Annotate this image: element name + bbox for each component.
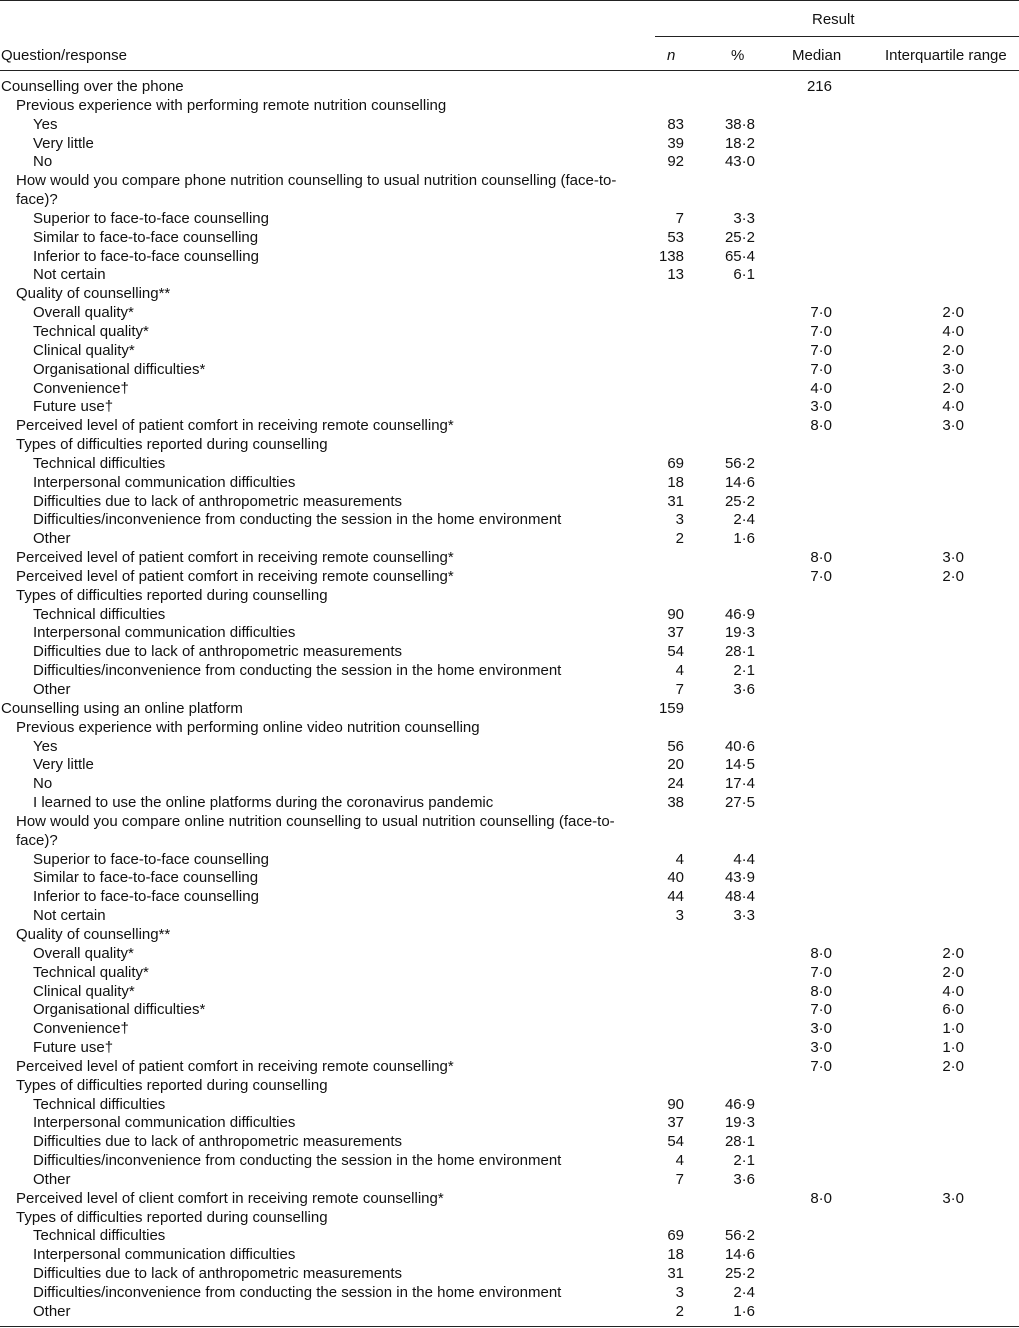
row-median: 7·0 [810,1001,832,1019]
row-label: Not certain [33,907,106,925]
row-label: Difficulties due to lack of anthropometric measurements [33,492,403,510]
row-percent: 28·1 [724,643,755,661]
table-row [0,662,1019,681]
row-percent: 3·3 [733,209,755,227]
table-row [0,97,1019,116]
row-label: Perceived level of client comfort in receiving remote counselling* [16,1189,444,1207]
row-label: Superior to face-to-face counselling [33,850,269,868]
row-n: 83 [667,115,684,133]
row-percent: 43·9 [724,869,755,887]
row-percent: 38·8 [724,115,755,133]
table-row [0,1284,1019,1303]
table-row [0,229,1019,248]
table-row [0,549,1019,568]
row-label: Previous experience with performing online video nutrition counselling [16,718,480,736]
row-iqr: 4·0 [942,398,964,416]
table-row [0,398,1019,417]
row-label: Future use† [33,1039,114,1057]
row-median: 7·0 [810,360,832,378]
table-top-rule [0,0,1019,1]
result-header-rule [655,36,1019,37]
row-label: Technical difficulties [33,605,166,623]
row-n: 2 [675,530,684,548]
row-n: 20 [667,756,684,774]
row-percent: 14·6 [724,473,755,491]
row-label: Perceived level of patient comfort in receiving remote counselling* [16,567,454,585]
row-percent: 56·2 [724,454,755,472]
table-row [0,304,1019,323]
row-percent: 3·6 [733,1170,755,1188]
row-label: Perceived level of patient comfort in receiving remote counselling* [16,1057,454,1075]
row-label: Interpersonal communication difficulties [33,1114,296,1132]
table-row [0,285,1019,304]
row-n: 38 [667,794,684,812]
row-iqr: 2·0 [942,567,964,585]
row-label: Interpersonal communication difficulties [33,624,296,642]
table-row [0,1209,1019,1228]
row-n: 31 [667,492,684,510]
row-n: 7 [675,1170,684,1188]
row-n: 90 [667,1095,684,1113]
row-median: 8·0 [810,417,832,435]
row-n: 56 [667,737,684,755]
row-n: 54 [667,643,684,661]
row-label: Counselling using an online platform [1,699,243,717]
row-label: Other [33,530,71,548]
row-iqr: 2·0 [942,341,964,359]
table-body [0,78,1019,1322]
table-row [0,1114,1019,1133]
row-n: 2 [675,1302,684,1320]
row-label: Quality of counselling** [16,285,171,303]
row-percent: 19·3 [724,624,755,642]
row-label: Organisational difficulties* [33,1001,206,1019]
table-row [0,1001,1019,1020]
row-percent: 46·9 [724,1095,755,1113]
row-label: Types of difficulties reported during counselling [16,1208,328,1226]
row-n: 92 [667,153,684,171]
row-percent: 56·2 [724,1227,755,1245]
row-n: 3 [675,511,684,529]
table-row [0,983,1019,1002]
row-median: 216 [806,78,832,95]
row-n: 3 [675,907,684,925]
row-iqr: 4·0 [942,322,964,340]
table-row [0,700,1019,719]
table-row [0,624,1019,643]
row-percent: 43·0 [724,153,755,171]
table-row [0,813,1019,851]
row-percent: 1·6 [733,530,755,548]
table-row [0,78,1019,97]
row-n: 7 [675,209,684,227]
table-row [0,361,1019,380]
row-label: Inferior to face-to-face counselling [33,888,259,906]
table-row [0,493,1019,512]
row-percent: 2·4 [733,1284,755,1301]
row-percent: 1·6 [733,1302,755,1320]
n-header: n [667,47,676,64]
table-bottom-rule [0,1326,1019,1327]
row-label: Clinical quality* [33,341,135,359]
row-n: 138 [658,247,684,265]
row-n: 4 [675,662,684,680]
row-label: Overall quality* [33,944,134,962]
row-label: No [33,153,53,171]
table-row [0,248,1019,267]
row-n: 18 [667,1246,684,1264]
table-row [0,135,1019,154]
row-median: 8·0 [810,982,832,1000]
row-n: 4 [675,1152,684,1170]
table-row [0,1190,1019,1209]
question-response-header: Question/response [1,47,127,64]
row-n: 69 [667,454,684,472]
row-label: Difficulties/inconvenience from conducting the session in the home environment [33,1152,562,1170]
row-label: Technical difficulties [33,1095,166,1113]
table-row [0,436,1019,455]
table-row [0,1020,1019,1039]
table-row [0,1171,1019,1190]
table-row [0,1227,1019,1246]
table-row [0,153,1019,172]
row-percent: 25·2 [724,492,755,510]
row-n: 13 [667,266,684,284]
row-label: How would you compare online nutrition counselling to usual nutrition counselling (face-to-face)? [16,812,615,849]
row-median: 7·0 [810,304,832,322]
row-label: Difficulties/inconvenience from conducting the session in the home environment [33,662,562,680]
row-label: Types of difficulties reported during counselling [16,436,328,454]
row-label: Technical difficulties [33,1227,166,1245]
row-n: 159 [658,699,684,717]
table-row [0,1058,1019,1077]
row-n: 40 [667,869,684,887]
percent-header: % [731,47,745,64]
table-row [0,1077,1019,1096]
table-row [0,568,1019,587]
row-iqr: 4·0 [942,982,964,1000]
table-row [0,851,1019,870]
table-row [0,587,1019,606]
row-iqr: 2·0 [942,963,964,981]
row-percent: 14·6 [724,1246,755,1264]
row-n: 4 [675,850,684,868]
row-percent: 27·5 [724,794,755,812]
table-row [0,474,1019,493]
row-percent: 17·4 [724,775,755,793]
row-n: 90 [667,605,684,623]
row-n: 37 [667,624,684,642]
table-row [0,945,1019,964]
row-n: 7 [675,681,684,698]
row-iqr: 1·0 [942,1039,964,1057]
row-median: 3·0 [810,398,832,416]
table-row [0,907,1019,926]
table-row [0,681,1019,700]
row-label: Perceived level of patient comfort in receiving remote counselling* [16,417,454,435]
row-median: 7·0 [810,322,832,340]
row-percent: 2·1 [733,662,755,680]
row-label: Inferior to face-to-face counselling [33,247,259,265]
row-median: 7·0 [810,567,832,585]
row-n: 54 [667,1133,684,1151]
row-label: Technical quality* [33,322,149,340]
row-percent: 3·3 [733,907,755,925]
row-n: 31 [667,1265,684,1283]
row-iqr: 1·0 [942,1020,964,1038]
median-header: Median [792,47,842,64]
row-n: 18 [667,473,684,491]
row-percent: 14·5 [724,756,755,774]
row-n: 39 [667,134,684,152]
row-label: Similar to face-to-face counselling [33,869,259,887]
table-row [0,888,1019,907]
row-iqr: 2·0 [942,1057,964,1075]
table-row [0,756,1019,775]
table-row [0,926,1019,945]
row-iqr: 3·0 [942,360,964,378]
row-median: 3·0 [810,1020,832,1038]
row-label: Difficulties/inconvenience from conducting the session in the home environment [33,511,562,529]
row-label: Yes [33,115,58,133]
row-label: Technical quality* [33,963,149,981]
row-percent: 3·6 [733,681,755,698]
table-row [0,116,1019,135]
row-label: Technical difficulties [33,454,166,472]
row-label: Counselling over the phone [1,78,184,95]
iqr-header: Interquartile range [885,47,1007,64]
row-label: Difficulties/inconvenience from conducting the session in the home environment [33,1284,562,1301]
row-label: Similar to face-to-face counselling [33,228,259,246]
row-median: 8·0 [810,1189,832,1207]
table-row [0,869,1019,888]
row-label: Not certain [33,266,106,284]
row-n: 3 [675,1284,684,1301]
row-percent: 4·4 [733,850,755,868]
table-row [0,511,1019,530]
table-row [0,530,1019,549]
table-row [0,1096,1019,1115]
row-label: Convenience† [33,379,129,397]
row-label: Very little [33,134,94,152]
row-percent: 25·2 [724,228,755,246]
row-n: 69 [667,1227,684,1245]
row-n: 53 [667,228,684,246]
table-row [0,964,1019,983]
row-median: 8·0 [810,944,832,962]
row-n: 37 [667,1114,684,1132]
row-median: 4·0 [810,379,832,397]
row-label: Difficulties due to lack of anthropometric measurements [33,1133,403,1151]
table-row [0,1152,1019,1171]
table-row [0,380,1019,399]
table-row [0,417,1019,436]
row-iqr: 2·0 [942,379,964,397]
table-row [0,266,1019,285]
row-label: Overall quality* [33,304,134,322]
table-row [0,172,1019,210]
row-median: 7·0 [810,1057,832,1075]
row-percent: 40·6 [724,737,755,755]
row-label: Quality of counselling** [16,925,171,943]
row-label: Other [33,681,71,698]
row-label: Clinical quality* [33,982,135,1000]
row-n: 44 [667,888,684,906]
table-row [0,1039,1019,1058]
row-label: Interpersonal communication difficulties [33,1246,296,1264]
row-label: No [33,775,53,793]
table-row [0,1265,1019,1284]
row-percent: 6·1 [733,266,755,284]
row-label: I learned to use the online platforms during the coronavirus pandemic [33,794,494,812]
table-row [0,455,1019,474]
row-percent: 46·9 [724,605,755,623]
row-label: Other [33,1302,71,1320]
row-label: Types of difficulties reported during counselling [16,586,328,604]
table-row [0,719,1019,738]
header-bottom-rule [0,70,1019,71]
row-median: 8·0 [810,549,832,567]
table-row [0,323,1019,342]
row-label: How would you compare phone nutrition counselling to usual nutrition counselling (face-to-face)? [16,172,617,209]
row-percent: 2·4 [733,511,755,529]
row-iqr: 3·0 [942,417,964,435]
table-row [0,342,1019,361]
row-label: Future use† [33,398,114,416]
row-label: Interpersonal communication difficulties [33,473,296,491]
row-iqr: 3·0 [942,549,964,567]
row-median: 3·0 [810,1039,832,1057]
row-percent: 65·4 [724,247,755,265]
row-percent: 18·2 [724,134,755,152]
row-iqr: 3·0 [942,1189,964,1207]
row-label: Difficulties due to lack of anthropometric measurements [33,643,403,661]
row-iqr: 2·0 [942,944,964,962]
table-row [0,738,1019,757]
row-iqr: 2·0 [942,304,964,322]
table-row [0,1303,1019,1322]
row-label: Superior to face-to-face counselling [33,209,269,227]
row-label: Previous experience with performing remote nutrition counselling [16,96,447,114]
table-row [0,775,1019,794]
row-percent: 25·2 [724,1265,755,1283]
row-percent: 2·1 [733,1152,755,1170]
row-iqr: 6·0 [942,1001,964,1019]
row-n: 24 [667,775,684,793]
table-row [0,606,1019,625]
row-label: Convenience† [33,1020,129,1038]
row-label: Organisational difficulties* [33,360,206,378]
table-row [0,643,1019,662]
row-percent: 19·3 [724,1114,755,1132]
row-percent: 48·4 [724,888,755,906]
row-label: Difficulties due to lack of anthropometric measurements [33,1265,403,1283]
row-median: 7·0 [810,341,832,359]
row-percent: 28·1 [724,1133,755,1151]
table-row [0,210,1019,229]
row-label: Types of difficulties reported during counselling [16,1076,328,1094]
result-header: Result [812,11,855,28]
table-row [0,794,1019,813]
table-row [0,1133,1019,1152]
row-label: Other [33,1170,71,1188]
row-label: Perceived level of patient comfort in receiving remote counselling* [16,549,454,567]
row-label: Very little [33,756,94,774]
row-median: 7·0 [810,963,832,981]
row-label: Yes [33,737,58,755]
table-row [0,1246,1019,1265]
